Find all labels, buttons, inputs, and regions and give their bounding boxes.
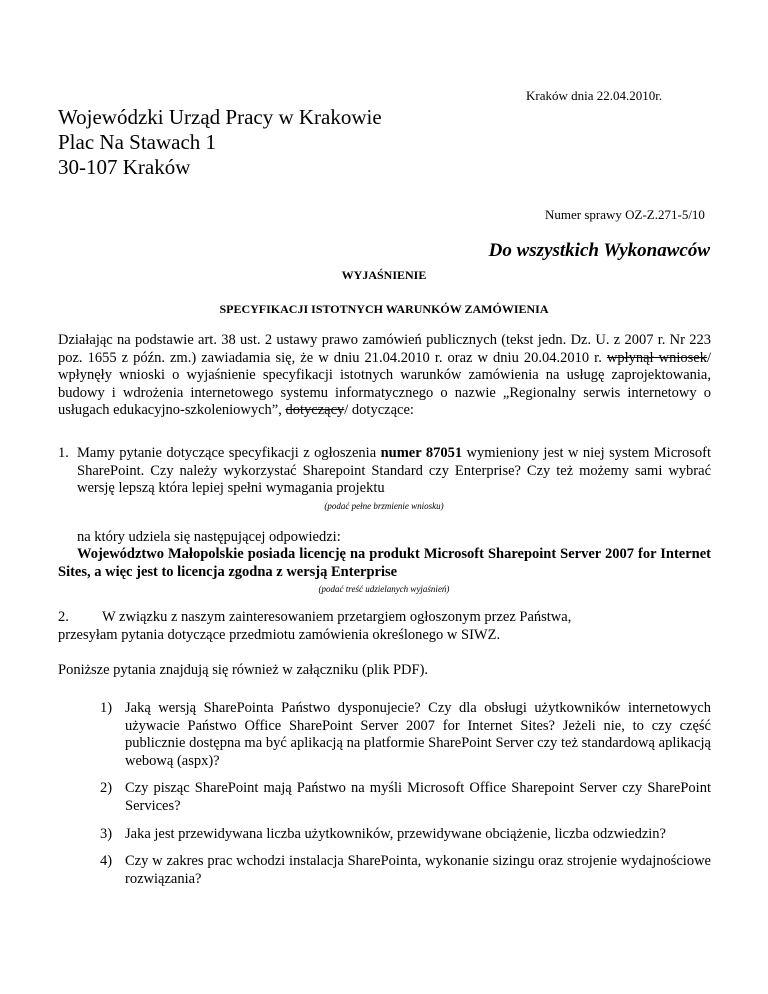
question-item	[100, 700, 711, 770]
section-2	[58, 609, 711, 644]
section-number: 2.	[58, 609, 69, 625]
question-text: Jaka jest przewidywana liczba użytkowników, przewidywane obciążenie, liczba odzwiedzin?	[125, 825, 666, 842]
announcement-number: numer 87051	[380, 445, 463, 461]
intro-text: / dotyczące:	[344, 402, 414, 419]
question-item	[100, 826, 711, 844]
intro-text: Działając na podstawie art. 38 ust. 2 ustawy prawo zamówień publicznych (tekst jedn. Dz. U. z 2007 r. Nr 223 poz. 1655 z późn. zm.) zawiadamia się, że w dniu 21.04.2010 r. oraz w dniu 20.04.2010 r.	[58, 332, 711, 366]
section-2-line	[58, 609, 711, 627]
struck-text: wpłynął wniosek	[606, 349, 707, 366]
answer-text: Województwo Małopolskie posiada licencję na produkt Microsoft Sharepoint Server 2007 for Internet Sites, a więc jest to licencja zgodna z wersją Enterprise	[58, 546, 711, 580]
sender-address	[58, 105, 382, 180]
request-note: (podać pełne brzmienie wniosku)	[324, 501, 444, 511]
question-text: Czy pisząc SharePoint mają Państwo na myśli Microsoft Office Sharepoint Server czy SharePoint Services?	[125, 780, 711, 814]
question-number: 1)	[100, 700, 113, 716]
attachment-note: Poniższe pytania znajdują się również w załączniku (plik PDF).	[58, 662, 429, 678]
struck-text: dotyczący	[285, 402, 345, 419]
addressee: Do wszystkich Wykonawców	[488, 240, 710, 261]
question-number: 3)	[100, 825, 113, 842]
questions-list	[100, 700, 711, 888]
item-text	[77, 445, 711, 498]
intro-text: / wpłynęły wnioski o wyjaśnienie specyfikacji istotnych warunków zamówienia na usługę zaprojektowania, budowy i wdrożenia internetowego systemu informatycznego o nazwie „Regionalny serwis internetowy o usługach edukacyjno-szkoleniowych”,	[58, 349, 711, 419]
request-item-1	[58, 445, 711, 498]
document-date: Kraków dnia 22.04.2010r.	[526, 88, 663, 103]
question-item	[100, 780, 711, 815]
case-number: Numer sprawy OZ-Z.271-5/10	[545, 207, 705, 222]
address-line: Plac Na Stawach 1	[58, 130, 217, 154]
item-text-part: wymieniony jest w niej system Microsoft SharePoint. Czy należy wykorzystać Sharepoint Standard czy Enterprise? Czy też możemy sami wybrać wersję lepszą która lepiej spełni wymagania projektu	[77, 445, 711, 497]
question-text: Jaką wersją SharePointa Państwo dysponujecie? Czy dla obsługi użytkowników internetowych używacie Państwo Office SharePoint Server 2007 for Internet Sites? Jeżeli nie, to czy część publicznie dostępna ma być aplikacją na platformie SharePoint Server czy też standardową aplikacją webową (aspx)?	[125, 700, 711, 769]
question-text: Czy w zakres prac wchodzi instalacja SharePointa, wykonanie sizingu oraz strojenie wydajnościowe rozwiązania?	[125, 853, 711, 887]
document-subtitle: SPECYFIKACJI ISTOTNYCH WARUNKÓW ZAMÓWIENIA	[219, 302, 549, 316]
address-line: 30-107 Kraków	[58, 155, 191, 179]
intro-paragraph	[58, 332, 711, 420]
question-number: 4)	[100, 853, 113, 870]
question-number: 2)	[100, 780, 113, 797]
section-2-text: W związku z naszym zainteresowaniem przetargiem ogłoszonym przez Państwa,	[102, 609, 572, 625]
item-number: 1.	[58, 445, 69, 461]
document-title: WYJAŚNIENIE	[341, 268, 427, 282]
item-text-part: Mamy pytanie dotyczące specyfikacji z ogłoszenia	[77, 445, 381, 461]
address-line: Wojewódzki Urząd Pracy w Krakowie	[58, 105, 382, 129]
answer-note: (podać treść udzielanych wyjaśnień)	[318, 584, 450, 594]
section-2-line: przesyłam pytania dotyczące przedmiotu zamówienia określonego w SIWZ.	[58, 626, 501, 643]
answer-lead: na który udziela się następującej odpowiedzi:	[77, 529, 341, 545]
question-item	[100, 853, 711, 888]
